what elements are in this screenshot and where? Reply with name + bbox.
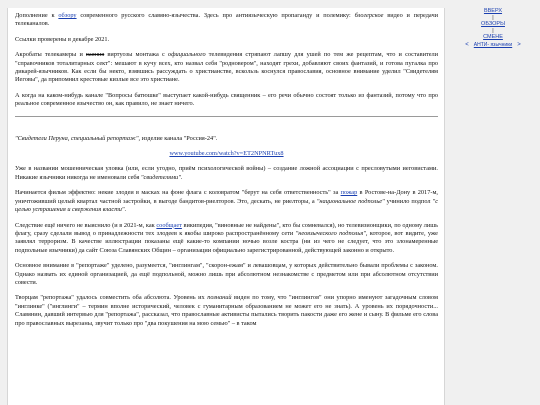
fire-link[interactable]: пожар xyxy=(340,189,358,197)
article-page xyxy=(7,8,445,405)
section-divider xyxy=(15,116,438,117)
emphasis-purpose: "с целью устрашения и свержения власти" xyxy=(15,197,438,214)
video-source: , изделие канала "Россия-24". xyxy=(138,134,218,142)
paragraph-text: в Ростове-на-Дону в 2017-м, уничтоживший целый квартал частной застройки, в выгоде бандитов-риелторов. Это, дескать, не риелторы, а xyxy=(15,189,439,205)
nav-shift-link[interactable]: СМЕНЕ xyxy=(483,34,503,40)
intro-paragraph xyxy=(15,12,438,29)
attention-paragraph: Основное внимание в "репортаже" уделено, разумеется, "инглингам", "скорон-ежам" и левашовцам, у которых действительно бывали проблемы с законом. Однако назвать их единой организацией, да ещё подпольной, можно лишь при абсолютном незнакомстве с предметом или при абсолютном отсутствии совести. xyxy=(15,262,438,286)
nav-separator: | xyxy=(492,28,494,34)
video-title: "Свидетели Перуна, специальный репортаж" xyxy=(15,134,139,142)
links-checked-note: Ссылки проверены в декабре 2021. xyxy=(15,35,110,43)
emphasis-neopagan: "неоязыческого подполья" xyxy=(295,229,366,237)
next-arrow-icon[interactable]: > xyxy=(517,42,521,48)
paragraph-text: Следствие ещё ничего не выяснило (и в 2021-м, как xyxy=(15,221,157,229)
paragraph-text: Уже в названии мошенническая уловка (или, если угодно, приём психологической войны) – создание ложной ассоциации с пресловутыми иеговистами. Никакие язычники никогда не именовали себя xyxy=(15,165,438,181)
anti-nav-row xyxy=(446,42,540,49)
reports-link[interactable]: сообщает xyxy=(156,221,182,229)
acrobats-paragraph xyxy=(15,51,438,85)
sidebar-nav xyxy=(446,8,540,49)
emphasis-witnesses: "свидетелями" xyxy=(140,173,181,181)
investigation-paragraph xyxy=(15,222,438,256)
paragraph-text: виртуозы монтажа с xyxy=(104,51,168,59)
review-link[interactable]: обзору xyxy=(58,12,77,19)
anti-pagans-link[interactable]: АНТИ- язычники xyxy=(473,41,513,48)
nav-separator: | xyxy=(492,15,494,21)
nav-reviews-link[interactable]: ОБЗОРЫ xyxy=(481,21,505,27)
emphasis-official: официального xyxy=(167,51,206,59)
film-start-paragraph xyxy=(15,189,438,214)
paragraph-text: Творцам "репортажа" удалось совместить оба абсолюта. Уровень их xyxy=(15,294,208,302)
paragraph-text: , которое, вот видите, уже заявлял терроризм. В качестве иллюстрации показаны ещё какие-то компании ночью возле костра (ни из чего не следует, что это злонамеренные подпольные язычники) да сайт Союза Славянских Общин – организации официально зарегистрированной, действующей законно и открыто. xyxy=(15,229,438,254)
emphasis-underground: "национальное подполье" xyxy=(316,197,385,205)
priest-paragraph: А когда на каком-нибудь канале "Вопросы батюшке" выступает какой-нибудь священник – его речи обычно состоят только из фантазий, потому что про реальное современное язычество он, как правило, не знает ничего. xyxy=(15,91,438,108)
paragraph-text: . xyxy=(180,173,183,181)
video-caption xyxy=(15,135,438,143)
intro-text: Дополнение к xyxy=(15,12,59,19)
paragraph-text: . xyxy=(124,206,127,214)
paragraph-text: учинило подпол xyxy=(384,197,433,205)
intro-text: современного русского славяно-язычества. Здесь про антиязыческую пропаганду и полемику: xyxy=(76,12,355,19)
title-trick-paragraph xyxy=(15,165,438,182)
creators-paragraph xyxy=(15,294,438,328)
nav-top-link[interactable]: ВВЕРХ xyxy=(483,8,503,14)
paragraph-text: виден по тому, что "инглингов" они упорно именуют загадочным словом "инглинке" ("инглинги" – термин вполне исторический, человек с гуманитарным образованием не может его не знать). А уровень их порядочности... Славянин, давший интервью для "репортажа", рассказал, что православные активисты пытались творить пакости даже его жене и сыну. В фильме его слова про православных вырезаны, звучит только про "два покушения на мою семью" – в таком xyxy=(15,294,438,327)
intro-text: видео и передачи телеканалов. xyxy=(15,12,439,28)
prev-arrow-icon[interactable]: < xyxy=(465,42,469,48)
paragraph-text: телевидения стряпают лапшу для ушей по тем же рецептам, что и составители "справочников тоталитарных сект": мешают в кучу всех, кто назвал себя "родновером", находят грехи, добавляют своих фантазий, и готова пугалка про дикарей-язычников. Как если бы некто, взявшись рассуждать о христианстве, вскользь коснулся православия, основное внимание уделил "Свидетелям Иеговы", да припомнил крестовые кизлые все это христиане. xyxy=(15,51,438,84)
intro-emphasis: блогерское xyxy=(354,12,384,19)
article-content xyxy=(8,8,444,328)
emphasis-knowledge: познаний xyxy=(207,294,232,302)
youtube-link[interactable]: www.youtube.com/watch?v=ET2NPNRTux8 xyxy=(169,150,284,158)
paragraph-text: википедия, "виновные не найдены", кто бы сомневался), но телевизионщики, по одному лишь флагу, сразу сделали вывод о принадлежности тех злодеев к якобы широко распространённому сети xyxy=(15,221,438,237)
struck-word: ваяния xyxy=(86,51,105,59)
video-url-line xyxy=(15,150,438,158)
paragraph-text: Акробаты телекамеры и xyxy=(15,51,87,59)
paragraph-text: Начинается фильм эффектно: некие злодеи в масках на фоне флага с коловратом "берут на себя ответственность" за xyxy=(15,189,341,197)
